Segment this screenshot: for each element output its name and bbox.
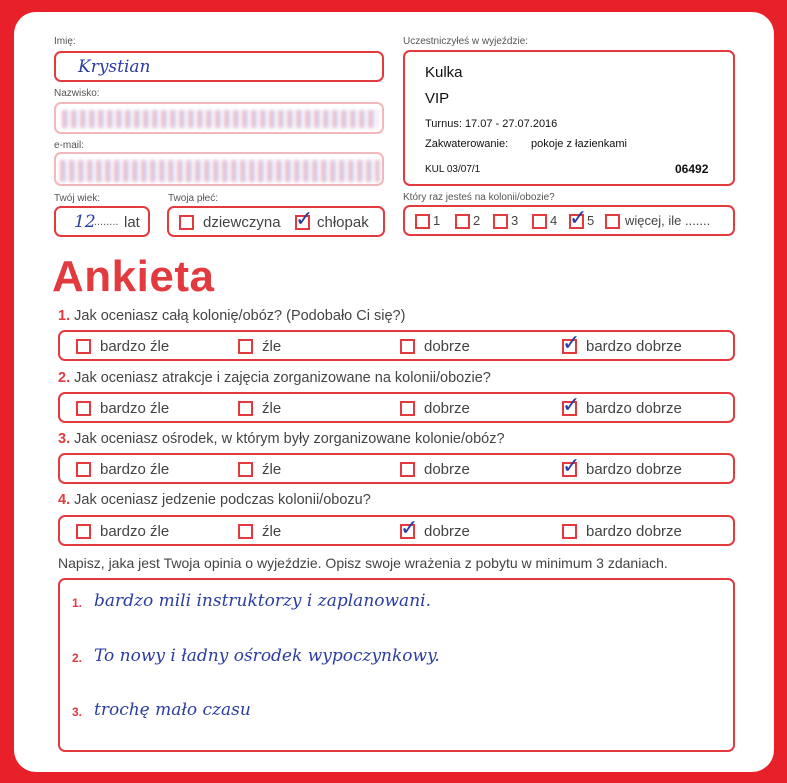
check-icon: ✓	[569, 206, 588, 231]
name-value: Krystian	[78, 57, 151, 77]
rating-option: bardzo źle	[100, 523, 170, 540]
opinion-line-3: trochę mało czasu	[94, 700, 251, 720]
opinion-box[interactable]	[58, 578, 735, 752]
camp-code: KUL 03/07/1	[425, 164, 481, 175]
checkbox-q3-very-bad[interactable]	[76, 462, 91, 477]
rating-row-4	[58, 515, 735, 546]
surname-label: Nazwisko:	[54, 88, 100, 99]
check-icon: ✓	[400, 516, 419, 541]
opinion-line-number: 1.	[72, 596, 83, 610]
rating-option: bardzo dobrze	[586, 523, 682, 540]
checkbox-q4-very-bad[interactable]	[76, 524, 91, 539]
survey-title: Ankieta	[52, 252, 215, 301]
checkbox-q2-very-good[interactable]	[562, 393, 581, 418]
rating-option: bardzo źle	[100, 400, 170, 417]
checkbox-q3-bad[interactable]	[238, 462, 253, 477]
checkbox-q2-bad[interactable]	[238, 401, 253, 416]
question-2	[58, 370, 491, 386]
checkbox-times-1[interactable]	[415, 214, 430, 229]
rating-option: źle	[262, 523, 282, 540]
opinion-prompt: Napisz, jaka jest Twoja opinia o wyjeździe. Opisz swoje wrażenia z pobytu w minimum 3 zdaniach.	[58, 555, 668, 571]
checkbox-q1-bad[interactable]	[238, 339, 253, 354]
camp-info-box	[403, 50, 735, 186]
checkbox-q1-very-good[interactable]	[562, 331, 581, 356]
camp-number: 06492	[675, 162, 709, 176]
accommodation-label: Zakwaterowanie:	[425, 138, 509, 150]
checkbox-q4-good[interactable]	[400, 516, 419, 541]
redacted-email	[60, 160, 380, 182]
rating-row-1	[58, 330, 735, 361]
opinion-line-number: 3.	[72, 705, 83, 719]
age-dots: ........	[94, 216, 119, 228]
question-text: Jak oceniasz ośrodek, w którym były zorganizowane kolonie/obóz?	[74, 431, 505, 447]
rating-option: dobrze	[424, 400, 470, 417]
question-text: Jak oceniasz jedzenie podczas kolonii/obozu?	[74, 492, 371, 508]
redacted-surname	[62, 110, 378, 128]
gender-label: Twoja płeć:	[168, 193, 219, 204]
check-icon: ✓	[295, 207, 314, 232]
rating-row-2	[58, 392, 735, 423]
rating-option: bardzo dobrze	[586, 338, 682, 355]
rating-option: dobrze	[424, 523, 470, 540]
rating-option: bardzo dobrze	[586, 461, 682, 478]
check-icon: ✓	[562, 393, 581, 418]
gender-field	[167, 206, 385, 237]
question-1	[58, 308, 405, 324]
survey-sheet	[14, 12, 774, 772]
checkbox-times-4[interactable]	[532, 214, 547, 229]
checkbox-girl[interactable]	[179, 215, 194, 230]
rating-option: bardzo źle	[100, 461, 170, 478]
checkbox-times-2[interactable]	[455, 214, 470, 229]
question-number: 1.	[58, 308, 71, 324]
rating-option: źle	[262, 338, 282, 355]
question-3	[58, 431, 505, 447]
name-label: Imię:	[54, 36, 76, 47]
times-option-4: 4	[550, 213, 558, 228]
rating-option: źle	[262, 461, 282, 478]
times-option-5: 5	[587, 213, 595, 228]
checkbox-q3-good[interactable]	[400, 462, 415, 477]
question-text: Jak oceniasz atrakcje i zajęcia zorganizowane na kolonii/obozie?	[74, 370, 491, 386]
rating-option: bardzo dobrze	[586, 400, 682, 417]
check-icon: ✓	[562, 331, 581, 356]
question-number: 2.	[58, 370, 71, 386]
times-option-3: 3	[511, 213, 519, 228]
rating-option: dobrze	[424, 461, 470, 478]
check-icon: ✓	[562, 454, 581, 479]
opinion-line-2: To nowy i ładny ośrodek wypoczynkowy.	[94, 646, 440, 666]
camp-name: Kulka	[425, 64, 463, 81]
question-number: 3.	[58, 431, 71, 447]
name-field[interactable]	[54, 51, 384, 82]
email-field[interactable]	[54, 152, 384, 186]
question-text: Jak oceniasz całą kolonię/obóz? (Podobało Ci się?)	[74, 308, 406, 324]
checkbox-q3-very-good[interactable]	[562, 454, 581, 479]
times-option-1: 1	[433, 213, 441, 228]
gender-option-girl: dziewczyna	[203, 214, 281, 231]
checkbox-q2-very-bad[interactable]	[76, 401, 91, 416]
opinion-line-number: 2.	[72, 651, 83, 665]
accommodation-value: pokoje z łazienkami	[531, 138, 627, 150]
rating-row-3	[58, 453, 735, 484]
camp-label: Uczestniczyłeś w wyjeździe:	[403, 36, 529, 47]
opinion-line-1: bardzo mili instruktorzy i zaplanowani.	[94, 591, 431, 611]
gender-option-boy: chłopak	[317, 214, 369, 231]
checkbox-times-5[interactable]	[569, 206, 588, 231]
times-field	[403, 205, 735, 236]
age-label: Twój wiek:	[54, 193, 101, 204]
turnus: Turnus: 17.07 - 27.07.2016	[425, 118, 558, 130]
age-value: 12	[74, 212, 96, 232]
checkbox-q4-bad[interactable]	[238, 524, 253, 539]
checkbox-q4-very-good[interactable]	[562, 524, 577, 539]
checkbox-q1-good[interactable]	[400, 339, 415, 354]
rating-option: dobrze	[424, 338, 470, 355]
surname-field[interactable]	[54, 102, 384, 134]
rating-option: bardzo źle	[100, 338, 170, 355]
times-label: Który raz jesteś na kolonii/obozie?	[403, 192, 555, 203]
times-option-2: 2	[473, 213, 481, 228]
checkbox-q1-very-bad[interactable]	[76, 339, 91, 354]
camp-type: VIP	[425, 90, 450, 107]
checkbox-q2-good[interactable]	[400, 401, 415, 416]
rating-option: źle	[262, 400, 282, 417]
question-number: 4.	[58, 492, 71, 508]
age-unit: lat	[124, 214, 140, 231]
checkbox-times-3[interactable]	[493, 214, 508, 229]
times-option-more: więcej, ile .......	[625, 213, 711, 228]
checkbox-times-more[interactable]	[605, 214, 620, 229]
age-field[interactable]	[54, 206, 150, 237]
checkbox-boy[interactable]	[295, 207, 314, 232]
email-label: e-mail:	[54, 140, 85, 151]
question-4	[58, 492, 371, 508]
